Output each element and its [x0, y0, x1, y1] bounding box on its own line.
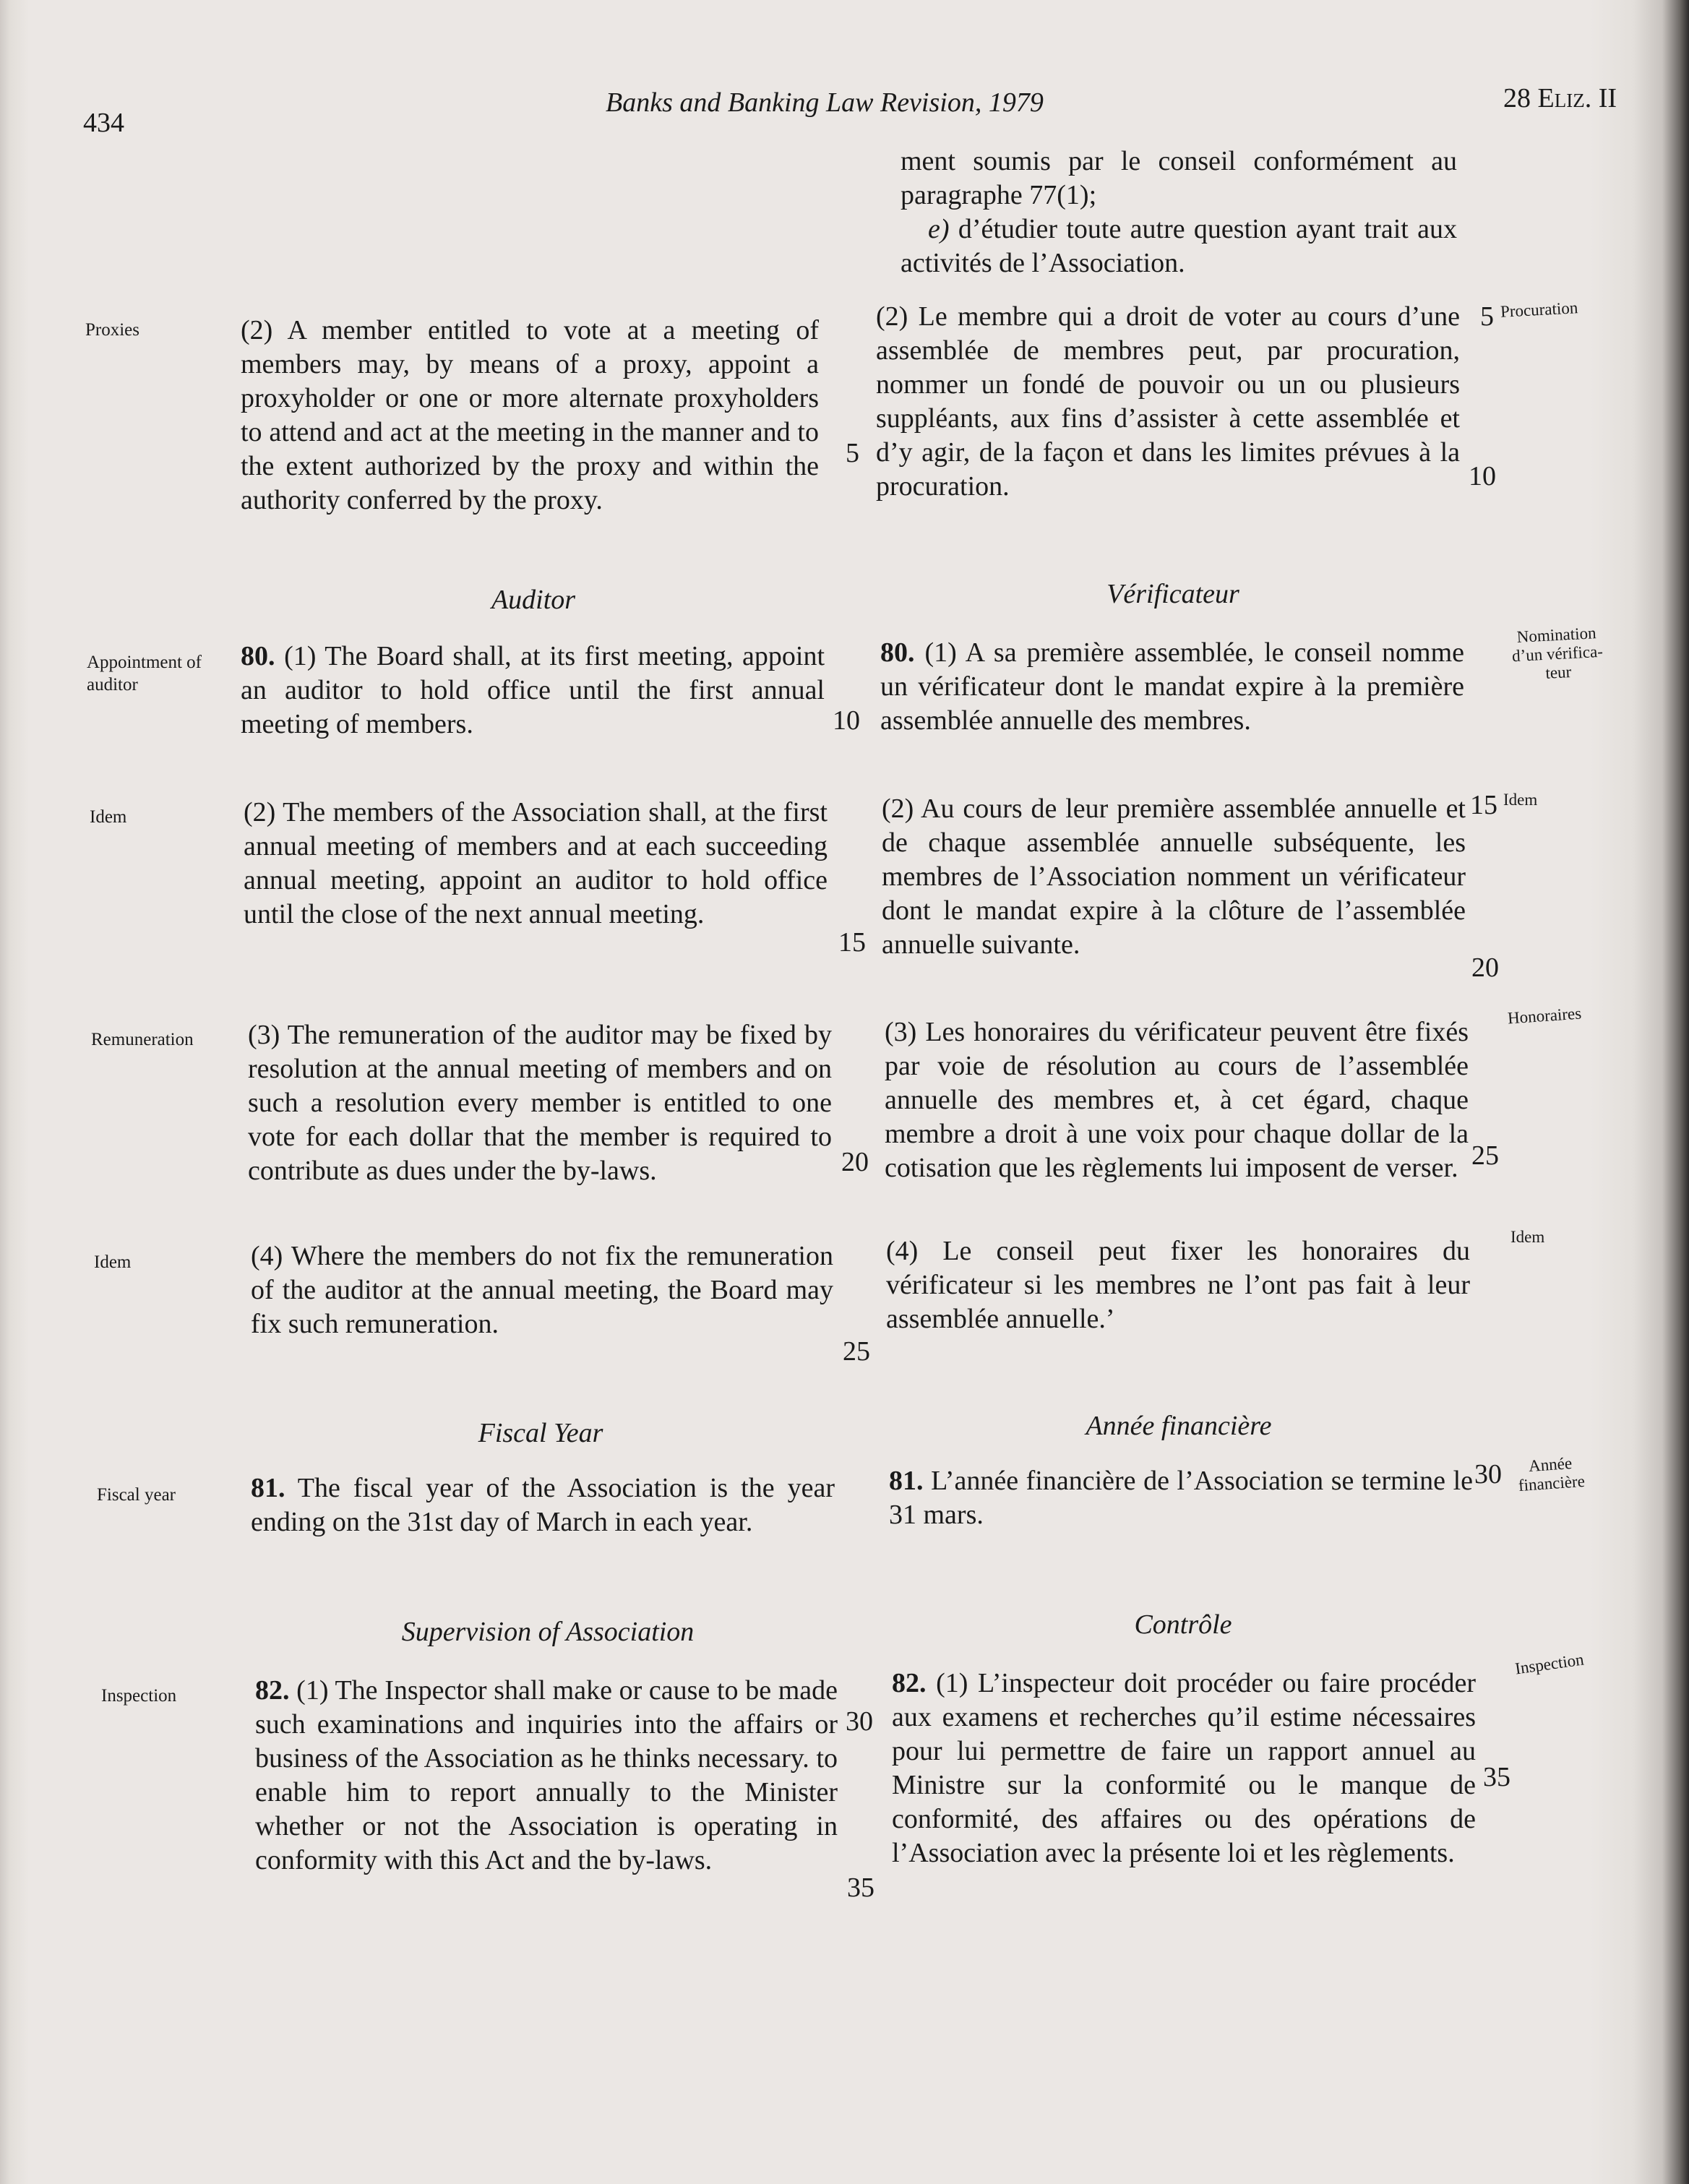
line-number: 5	[846, 438, 859, 468]
french-heading-annee-financiere: Année financière	[1086, 1411, 1272, 1441]
margin-note-honoraires: Honoraires	[1507, 1004, 1582, 1028]
section-number: 81.	[889, 1466, 924, 1496]
continuation-item-e	[901, 212, 1457, 280]
regnal-year: 28 Eliz. II	[1503, 83, 1617, 113]
section-text: The fiscal year of the Association is the year ending on the 31st day of March in each year.	[251, 1473, 835, 1537]
section-number: 80.	[241, 641, 275, 671]
running-title: Banks and Banking Law Revision, 1979	[606, 87, 1044, 118]
english-para-proxies: (2) A member entitled to vote at a meeting of members may, by means of a proxy, appoint a proxyholder or one or more alternate proxyholders to attend and act at the meeting in the manner and to the extent authorized by the proxy and within the authority conferred by the proxy.	[241, 315, 819, 515]
english-section-80-1	[241, 640, 825, 741]
margin-note-annee-financiere: Année financière	[1518, 1453, 1586, 1495]
line-number: 15	[838, 927, 866, 958]
french-continuation	[901, 145, 1457, 280]
french-section-80-1	[880, 636, 1464, 738]
section-number: 81.	[251, 1473, 285, 1503]
section-number: 80.	[880, 637, 915, 668]
english-section-81	[251, 1471, 835, 1539]
margin-note-procuration: Procuration	[1500, 298, 1578, 321]
continuation-text: ment soumis par le conseil conformément au paragraphe 77(1);	[901, 146, 1457, 210]
margin-note-nomination: Nomination d’un vérifica-teur	[1511, 624, 1604, 682]
french-heading-verificateur: Vérificateur	[1106, 579, 1239, 609]
english-section-80-3: (3) The remuneration of the auditor may be fixed by resolution at the annual meeting of members and on such a resolution every member is entitled to one vote for each dollar that the member is required to contribute as dues under the by-laws.	[248, 1020, 832, 1186]
line-number: 30	[846, 1706, 873, 1737]
line-number: 25	[1471, 1140, 1499, 1171]
margin-note-inspection: Inspection	[1513, 1650, 1586, 1678]
french-section-80-3: (3) Les honoraires du vérificateur peuvent être fixés par voie de résolution au cours de l’assemblée annuelle des membres et, à cet égard, chaque membre a droit à une voix pour chaque dollar de la cotisation que les règlements lui imposent de verser.	[885, 1017, 1469, 1183]
line-number: 35	[847, 1873, 874, 1903]
page-number: 434	[83, 108, 124, 138]
margin-note-idem: Idem	[1510, 1228, 1545, 1246]
margin-note-remuneration: Remuneration	[91, 1030, 194, 1049]
line-number: 5	[1480, 301, 1494, 332]
line-number: 15	[1470, 790, 1497, 820]
section-text: (1) The Inspector shall make or cause to be made such examinations and inquiries into the affairs or business of the Association as he thinks necessary. to enable him to report annually to the Minister whether or not the Association is operating in conformity with this Act and the by-laws.	[255, 1675, 838, 1875]
line-number: 25	[843, 1336, 870, 1367]
margin-note-proxies: Proxies	[85, 320, 139, 340]
margin-note-appointment-of-auditor: Appointment of auditor	[87, 653, 202, 695]
item-letter: e)	[928, 214, 950, 244]
french-section-82	[892, 1667, 1476, 1870]
section-number: 82.	[892, 1668, 927, 1698]
margin-note-fiscal-year: Fiscal year	[97, 1485, 176, 1505]
english-section-80-4: (4) Where the members do not fix the remuneration of the auditor at the annual meeting, the Board may fix such remuneration.	[251, 1241, 833, 1339]
margin-note-inspection: Inspection	[101, 1686, 177, 1706]
bleed-through-text	[238, 173, 817, 174]
english-heading-fiscal-year: Fiscal Year	[478, 1418, 603, 1448]
english-section-80-2: (2) The members of the Association shall, at the first annual meeting of members and at each succeeding annual meeting, appoint an auditor to hold office until the close of the next annual meeting.	[244, 797, 828, 929]
line-number: 10	[833, 705, 860, 736]
margin-note-idem: Idem	[90, 807, 127, 827]
section-text: (1) A sa première assemblée, le conseil nomme un vérificateur dont le mandat expire à la première assemblée annuelle des membres.	[880, 637, 1465, 736]
section-text: (1) The Board shall, at its first meeting, appoint an auditor to hold office until the first annual meeting of members.	[241, 641, 825, 739]
french-section-80-2: (2) Au cours de leur première assemblée annuelle et de chaque assemblée annuelle subséquente, les membres de l’Association nomment un vérificateur dont le mandat expire à la clôture de l’assemblée annuelle suivante.	[882, 794, 1466, 960]
line-number: 20	[1471, 953, 1499, 983]
line-number: 35	[1483, 1762, 1510, 1792]
line-number: 30	[1474, 1459, 1502, 1489]
margin-note-idem: Idem	[1503, 791, 1538, 809]
line-number: 20	[841, 1147, 869, 1177]
french-para-procuration: (2) Le membre qui a droit de voter au cours d’une assemblée de membres peut, par procuration, nommer un fondé de pouvoir ou un ou plusieurs suppléants, aux fins d’assister à cette assemblée et d’y agir, de la façon et dans les limites prévues à la procuration.	[876, 301, 1460, 502]
section-number: 82.	[255, 1675, 290, 1706]
english-heading-auditor: Auditor	[491, 585, 576, 615]
english-section-82	[255, 1674, 838, 1878]
section-text: L’année financière de l’Association se termine le 31 mars.	[889, 1466, 1473, 1530]
english-heading-supervision: Supervision of Association	[401, 1617, 695, 1647]
french-section-80-4: (4) Le conseil peut fixer les honoraires du vérificateur si les membres ne l’ont pas fait à leur assemblée annuelle.’	[886, 1236, 1470, 1334]
section-text: (1) L’inspecteur doit procéder ou faire procéder aux examens et recherches qu’il estime nécessaires pour lui permettre de faire un rapport annuel au Ministre sur la conformité ou le manque de conformité, des affaires ou des opérations de l’Association avec la présente loi et les règlements.	[892, 1668, 1477, 1868]
french-section-81	[889, 1464, 1473, 1532]
item-text: d’étudier toute autre question ayant trait aux activités de l’Association.	[901, 214, 1458, 278]
french-heading-controle: Contrôle	[1134, 1609, 1232, 1640]
line-number: 10	[1469, 461, 1496, 491]
margin-note-idem: Idem	[94, 1252, 132, 1272]
